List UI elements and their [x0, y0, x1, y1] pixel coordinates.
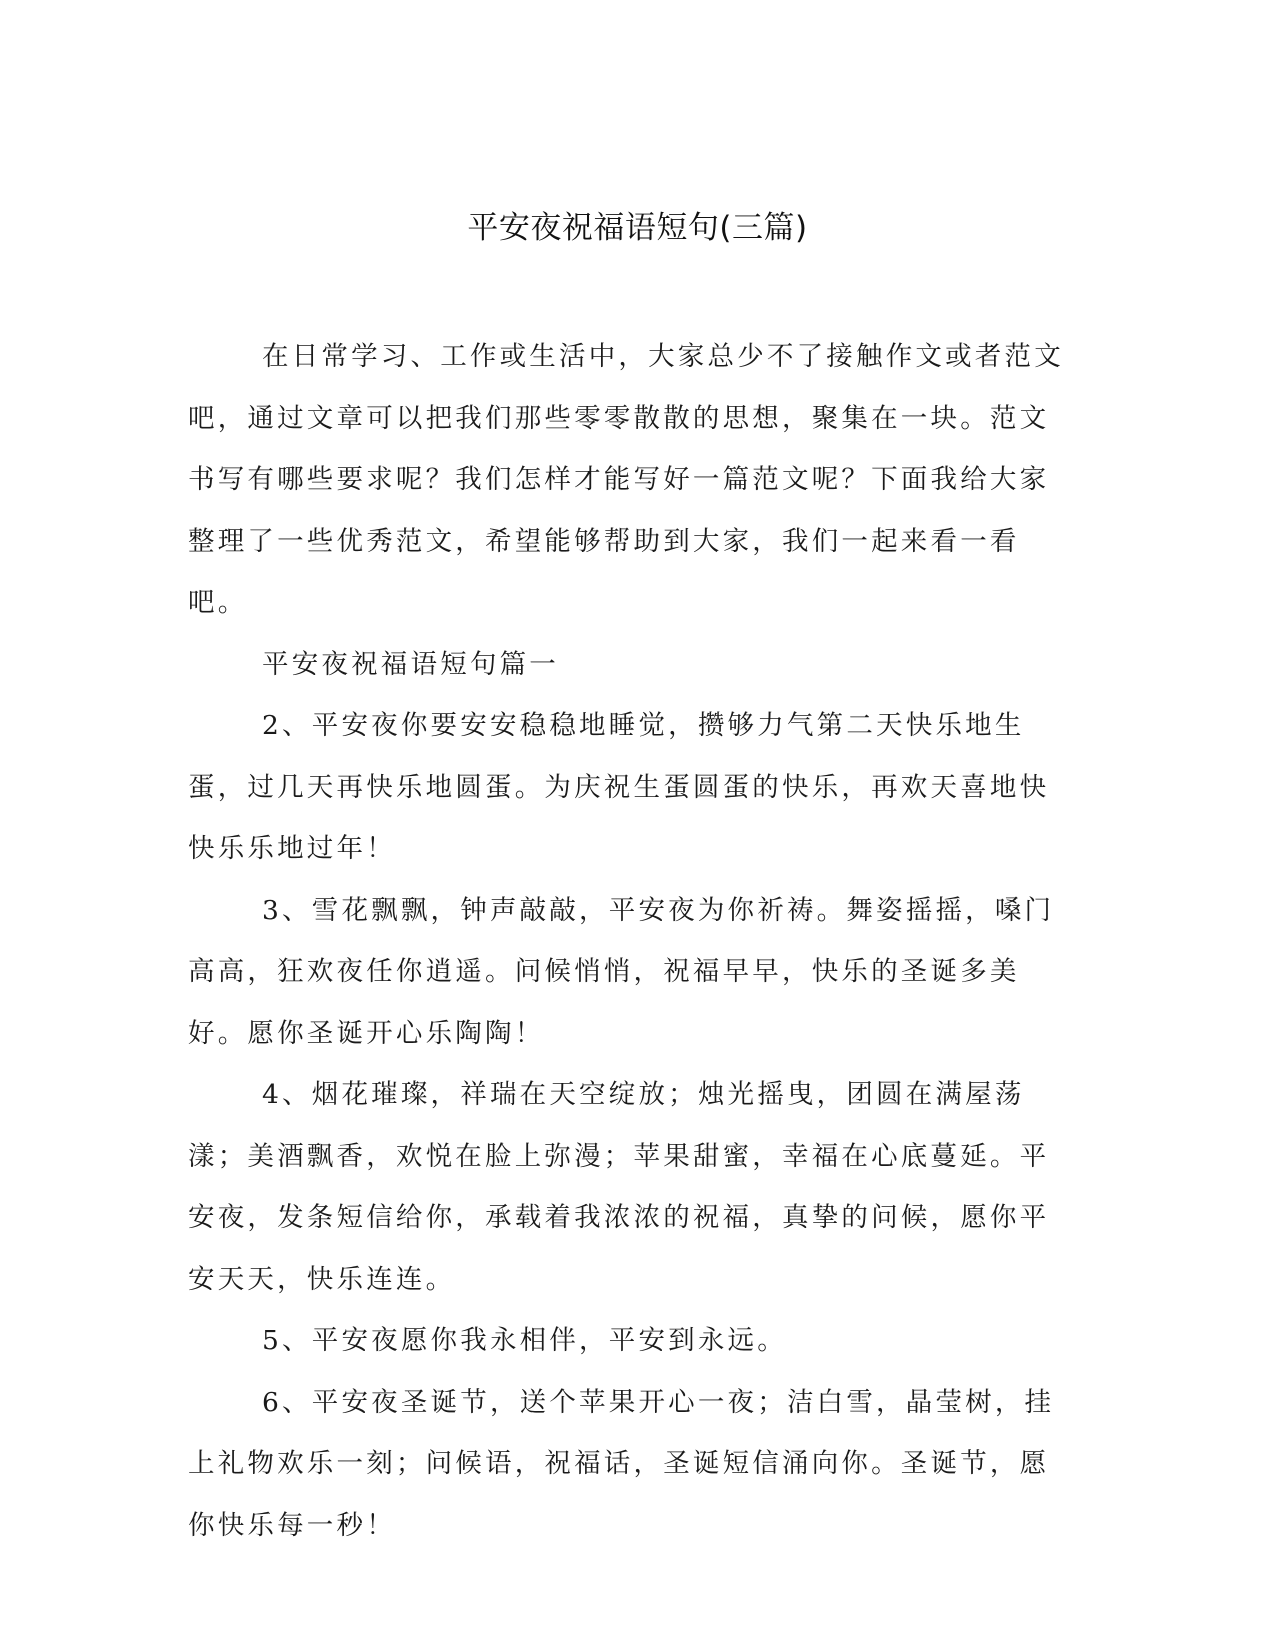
- intro-paragraph: 在日常学习、工作或生活中，大家总少不了接触作文或者范文吧，通过文章可以把我们那些零零散散的思想，聚集在一块。范文书写有哪些要求呢？我们怎样才能写好一篇范文呢？下面我给大家整理了一些优秀范文，希望能够帮助到大家，我们一起来看一看吧。: [188, 341, 1064, 618]
- greeting-item-5: 5、平安夜愿你我永相伴，平安到永远。: [262, 1325, 787, 1356]
- section-heading: 平安夜祝福语短句篇一: [262, 648, 559, 680]
- greeting-item-3: 3、雪花飘飘，钟声敲敲，平安夜为你祈祷。舞姿摇摇，嗓门高高，狂欢夜任你逍遥。问候悄悄，祝福早早，快乐的圣诞多美好。愿你圣诞开心乐陶陶！: [188, 894, 1055, 1049]
- greeting-item-4: 4、烟花璀璨，祥瑞在天空绽放；烛光摇曳，团圆在满屋荡漾；美酒飘香，欢悦在脸上弥漫；苹果甜蜜，幸福在心底蔓延。平安夜，发条短信给你，承载着我浓浓的祝福，真挚的问候，愿你平安天天，快乐连连。: [188, 1079, 1050, 1295]
- greeting-item-2: 2、平安夜你要安安稳稳地睡觉，攒够力气第二天快乐地生蛋，过几天再快乐地圆蛋。为庆祝生蛋圆蛋的快乐，再欢天喜地快快乐乐地过年！: [188, 710, 1050, 864]
- greeting-item-6: 6、平安夜圣诞节，送个苹果开心一夜；洁白雪，晶莹树，挂上礼物欢乐一刻；问候语，祝福话，圣诞短信涌向你。圣诞节，愿你快乐每一秒！: [188, 1386, 1055, 1541]
- document-body: [188, 326, 1073, 1556]
- document-title: 平安夜祝福语短句(三篇): [467, 210, 808, 246]
